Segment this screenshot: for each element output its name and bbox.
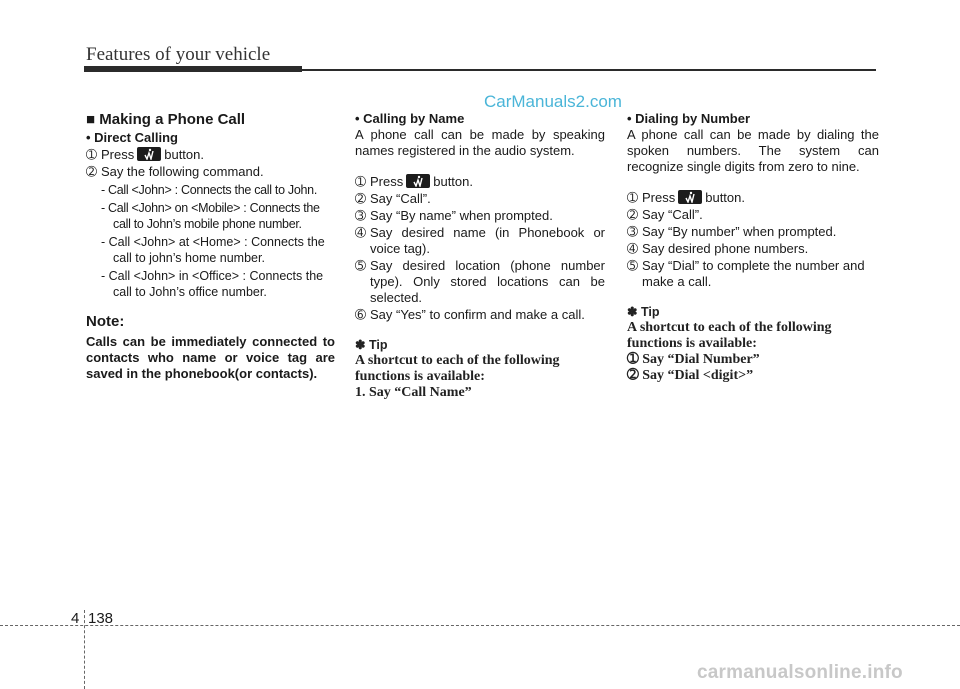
step-number: ➀ bbox=[355, 174, 366, 189]
step-text: Say the following command. bbox=[101, 164, 264, 179]
step-5 bbox=[627, 258, 879, 290]
chapter-number: 4 bbox=[71, 610, 80, 627]
step-text: Say “Yes” to confirm and make a call. bbox=[370, 307, 585, 322]
header-rule-thick bbox=[84, 66, 302, 72]
dialing-by-number-heading: • Dialing by Number bbox=[627, 111, 751, 126]
command-call-john: - Call <John> : Connects the call to John. bbox=[101, 183, 318, 197]
step-text-post: button. bbox=[705, 190, 745, 205]
step-number: ➁ bbox=[86, 164, 97, 179]
voice-recognition-icon bbox=[406, 174, 430, 188]
step-text: Say “Dial” to complete the number and make a call. bbox=[642, 258, 865, 289]
step-5 bbox=[355, 258, 605, 306]
step-number: ➀ bbox=[86, 147, 97, 162]
step-text: Say “Call”. bbox=[370, 191, 431, 206]
step-1 bbox=[86, 147, 335, 163]
calling-by-name-heading: • Calling by Name bbox=[355, 111, 465, 126]
step-number: ➀ bbox=[627, 190, 638, 205]
note-heading: Note: bbox=[86, 313, 125, 330]
step-3 bbox=[627, 224, 879, 240]
step-2 bbox=[86, 164, 335, 180]
step-number: ➁ bbox=[355, 191, 366, 206]
step-text-pre: Press bbox=[370, 174, 404, 189]
step-text-post: button. bbox=[433, 174, 473, 189]
tip-line: ➁ Say “Dial <digit>” bbox=[627, 368, 754, 383]
step-number: ➃ bbox=[355, 225, 366, 240]
step-1 bbox=[627, 190, 879, 206]
footer-divider bbox=[84, 610, 85, 689]
step-text: Say “Call”. bbox=[642, 207, 703, 222]
step-number: ➁ bbox=[627, 207, 638, 222]
column-direct-calling bbox=[86, 111, 335, 382]
footer-rule bbox=[0, 625, 960, 626]
step-text: Say “By name” when prompted. bbox=[370, 208, 553, 223]
step-number: ➂ bbox=[355, 208, 366, 223]
voice-recognition-icon bbox=[137, 147, 161, 161]
page-number: 138 bbox=[88, 610, 114, 627]
step-text: Say desired location (phone number type). Only stored locations can be selected. bbox=[370, 258, 605, 305]
step-1 bbox=[355, 174, 605, 190]
tip-line: ➀ Say “Dial Number” bbox=[627, 352, 760, 367]
command-call-home: - Call <John> at <Home> : Connects the call to john’s home number. bbox=[101, 235, 325, 265]
step-text-pre: Press bbox=[642, 190, 676, 205]
step-number: ➂ bbox=[627, 224, 638, 239]
watermark-top[interactable]: CarManuals2.com bbox=[484, 92, 622, 111]
step-text: Say desired name (in Phonebook or voice tag). bbox=[370, 225, 605, 256]
step-text-post: button. bbox=[164, 147, 204, 162]
step-number: ➃ bbox=[627, 241, 638, 256]
step-text-pre: Press bbox=[101, 147, 135, 162]
step-2 bbox=[355, 191, 605, 207]
dialing-by-number-intro: A phone call can be made by dialing the spoken numbers. The system can recognize single digits from zero to nine. bbox=[627, 127, 879, 174]
command-call-mobile: - Call <John> on <Mobile> : Connects the call to John’s mobile phone number. bbox=[101, 201, 320, 231]
step-number: ➄ bbox=[355, 258, 366, 273]
column-calling-by-name bbox=[355, 111, 605, 401]
step-2 bbox=[627, 207, 879, 223]
calling-by-name-intro: A phone call can be made by speaking names registered in the audio system. bbox=[355, 127, 605, 158]
direct-calling-heading: • Direct Calling bbox=[86, 130, 178, 145]
tip-line: A shortcut to each of the following functions is available: bbox=[627, 320, 832, 351]
section-title: ■ Making a Phone Call bbox=[86, 111, 246, 128]
step-text: Say “By number” when prompted. bbox=[642, 224, 837, 239]
step-6 bbox=[355, 307, 605, 323]
tip-heading: ✽ Tip bbox=[627, 305, 660, 319]
tip-heading: ✽ Tip bbox=[355, 338, 388, 352]
step-3 bbox=[355, 208, 605, 224]
header-rule-thin bbox=[300, 69, 876, 71]
note-body: Calls can be immediately connected to contacts who name or voice tag are saved in the phonebook(or contacts). bbox=[86, 334, 335, 381]
step-number: ➄ bbox=[627, 258, 638, 273]
command-call-office: - Call <John> in <Office> : Connects the call to John’s office number. bbox=[101, 269, 324, 299]
step-number: ➅ bbox=[355, 307, 366, 322]
step-4 bbox=[627, 241, 879, 257]
tip-line: 1. Say “Call Name” bbox=[355, 385, 472, 400]
step-text: Say desired phone numbers. bbox=[642, 241, 809, 256]
column-dialing-by-number bbox=[627, 111, 879, 384]
tip-line: A shortcut to each of the following functions is available: bbox=[355, 353, 560, 384]
page-header-title: Features of your vehicle bbox=[86, 44, 271, 65]
step-4 bbox=[355, 225, 605, 257]
watermark-bottom[interactable]: carmanualsonline.info bbox=[697, 662, 903, 683]
voice-recognition-icon bbox=[678, 190, 702, 204]
